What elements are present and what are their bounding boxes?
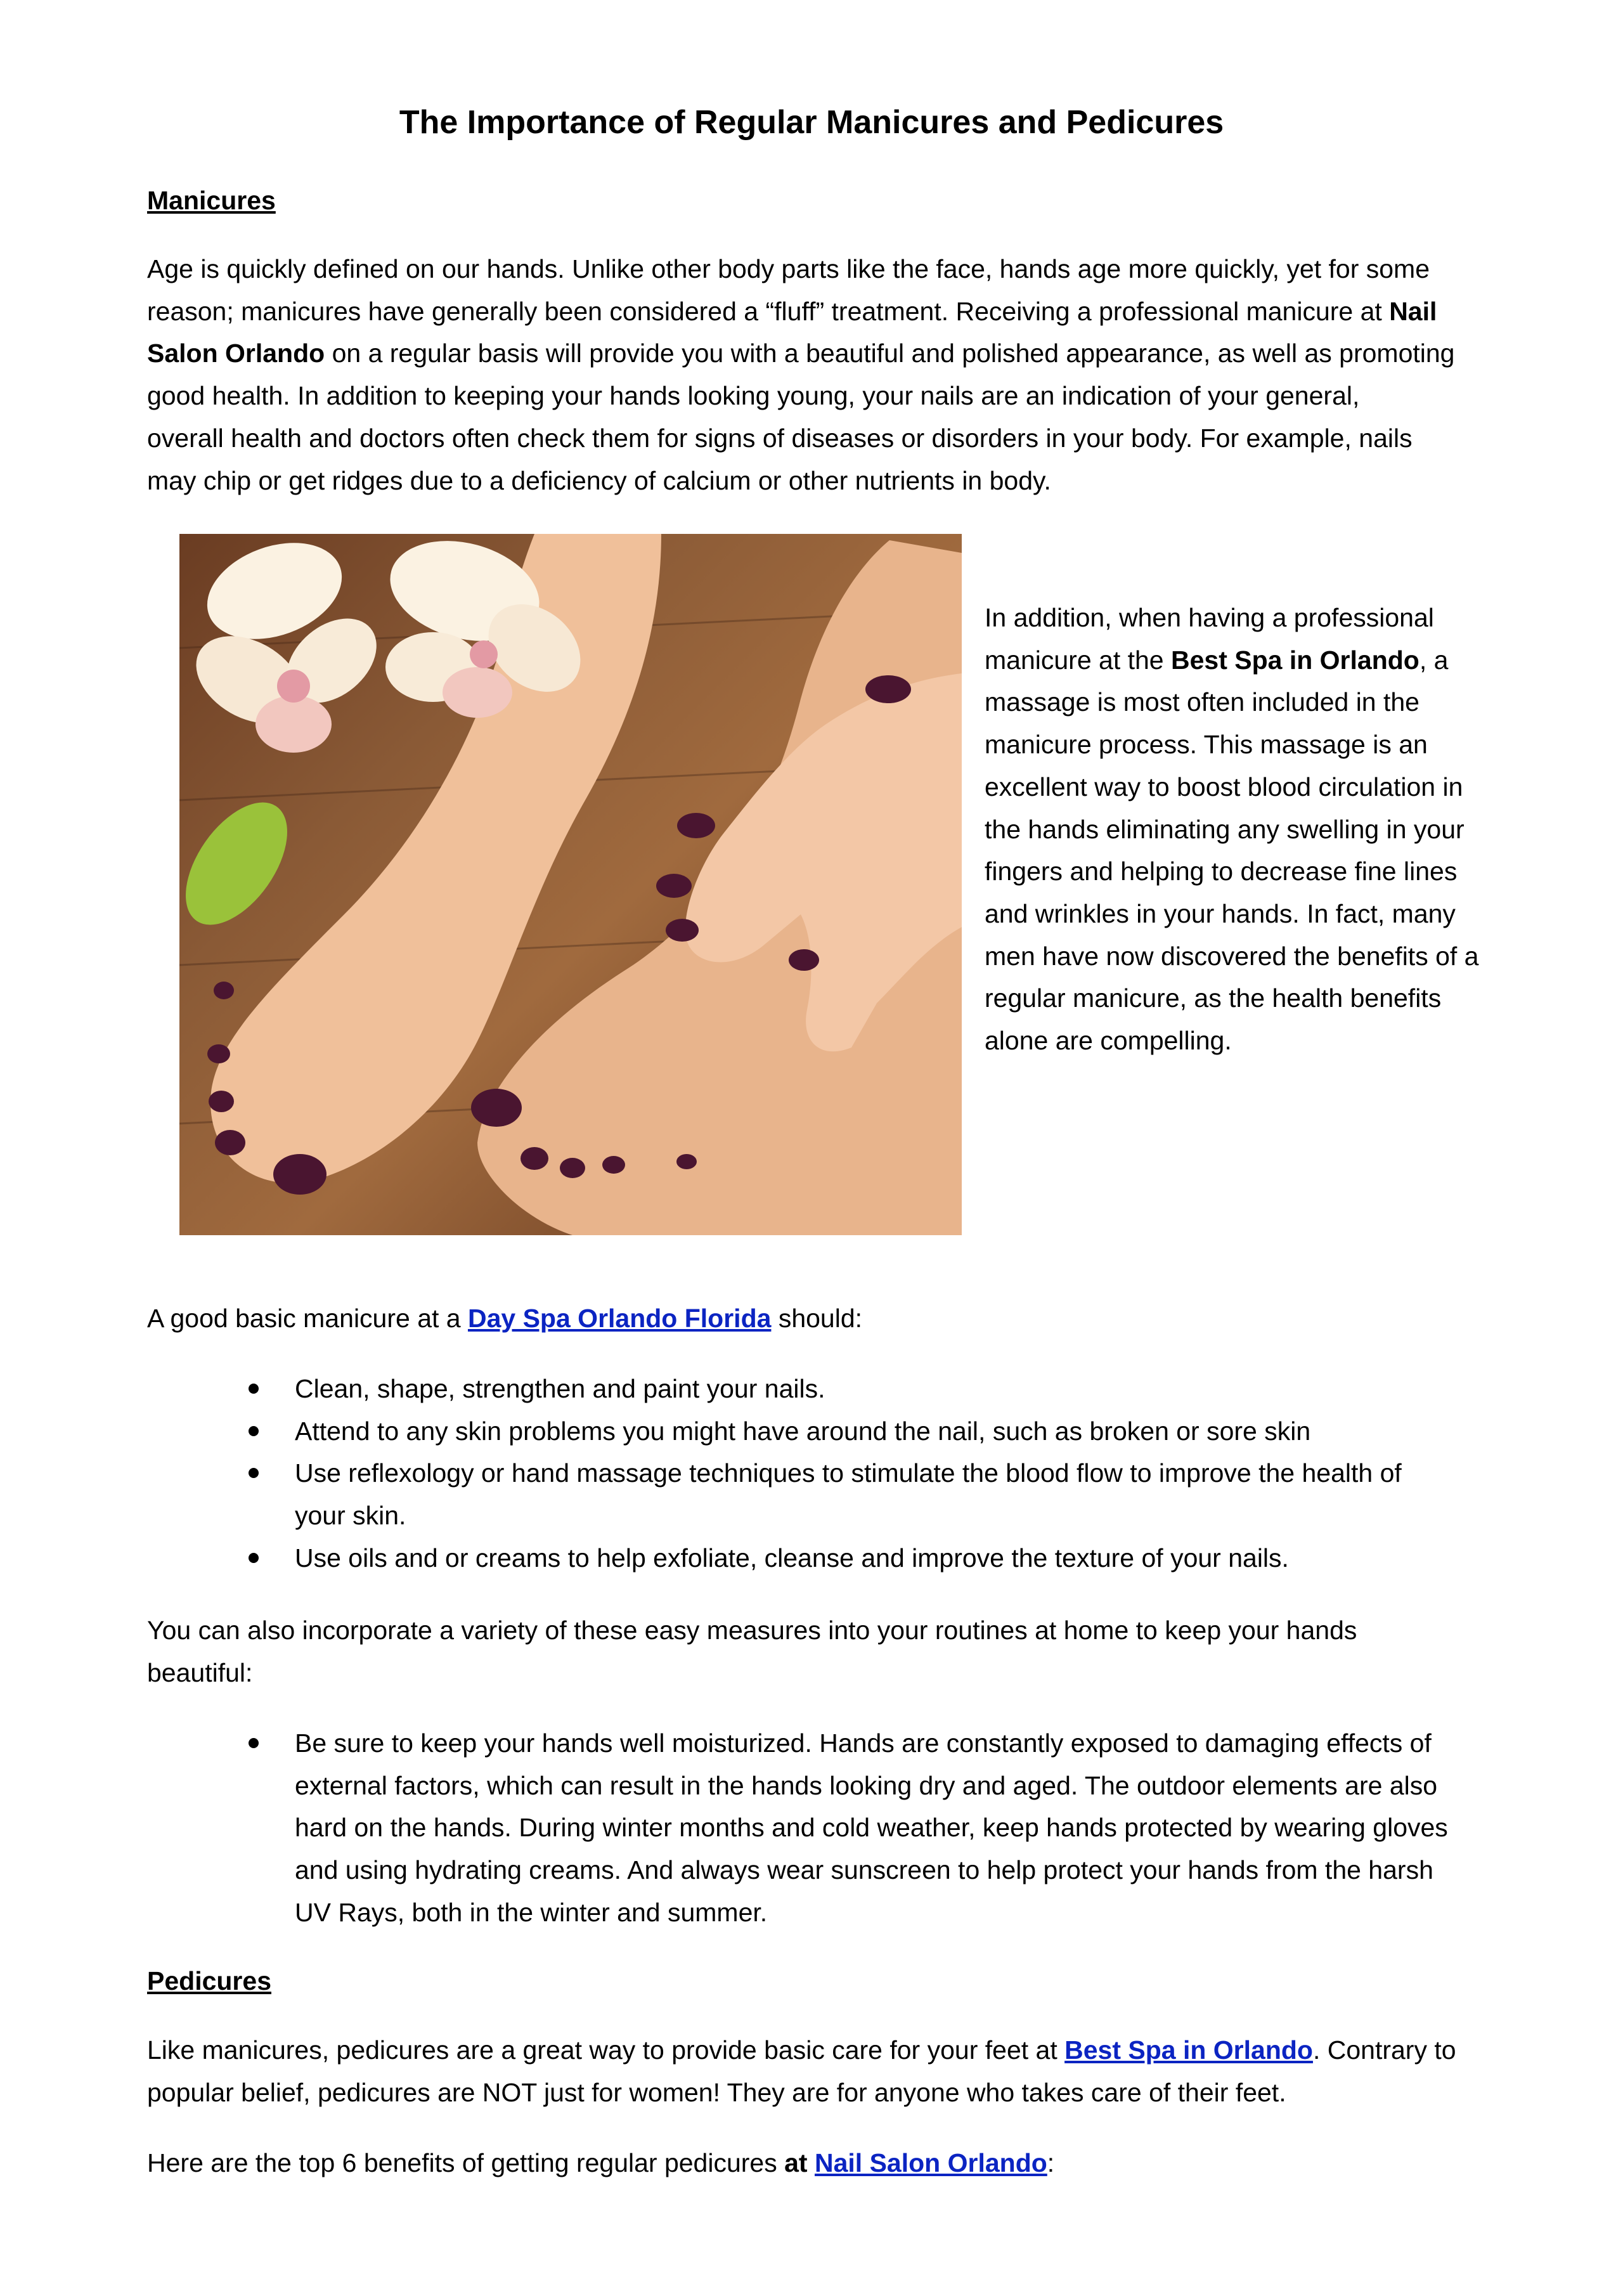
side-text: manicure at the [985, 645, 1171, 675]
side-line [985, 597, 1478, 639]
day-spa-orlando-florida-link[interactable]: Day Spa Orlando Florida [467, 1304, 772, 1333]
list-item-text: Clean, shape, strengthen and paint your nails. [295, 1374, 825, 1403]
pedicure-line [147, 2029, 1542, 2072]
page-title: The Importance of Regular Manicures and Pedicures [399, 104, 1224, 141]
side-text: manicure process. This massage is an [985, 730, 1428, 760]
list-item [241, 1452, 1402, 1536]
intro-text: on a regular basis will provide you with a beautiful and polished appearance, as well as promoting [325, 339, 1455, 368]
list-item-text: Attend to any skin problems you might have around the nail, such as broken or sore skin [295, 1416, 1311, 1446]
side-line [985, 935, 1478, 978]
list-item [241, 1368, 1402, 1410]
side-line [985, 766, 1478, 808]
list-item-text: Use oils and or creams to help exfoliate, cleanse and improve the texture of your nails. [295, 1543, 1289, 1573]
list-item-text: your skin. [295, 1501, 406, 1531]
intro-text: Age is quickly defined on our hands. Unlike other body parts like the face, hands age more quickly, yet for some [147, 254, 1430, 283]
bullet-icon [249, 1468, 259, 1478]
intro-bold-text: Nail [1389, 296, 1437, 326]
basic-manicure-list [241, 1368, 1402, 1579]
best-spa-in-orlando-link[interactable]: Best Spa in Orlando [1064, 2035, 1313, 2065]
intro-text: good health. In addition to keeping your hands looking young, your nails are an indication of your general, [147, 381, 1360, 411]
pedicure-text: Like manicures, pedicures are a great way to provide basic care for your feet at [147, 2035, 1065, 2065]
intro-line [147, 290, 1542, 333]
intro-text: may chip or get ridges due to a deficiency of calcium or other nutrients in body. [147, 465, 1051, 495]
intro-line [147, 375, 1542, 417]
pedicure-text: popular belief, pedicures are NOT just for women! They are for anyone who takes care of their feet. [147, 2077, 1286, 2107]
benefits-text: : [1047, 2148, 1055, 2177]
pedicures-heading: Pedicures [147, 1966, 271, 1995]
intro-line [147, 248, 1542, 290]
list-item-text: UV Rays, both in the winter and summer. [295, 1897, 768, 1927]
home-care-list [241, 1722, 1448, 1934]
side-bold-text: Best Spa in Orlando [1171, 645, 1419, 675]
home-care-text: You can also incorporate a variety of these easy measures into your routines at home to keep your hands [147, 1616, 1357, 1645]
list-item-text: external factors, which can result in the hands looking dry and aged. The outdoor elements are also [295, 1770, 1438, 1800]
list-item-text: Be sure to keep your hands well moisturized. Hands are constantly exposed to damaging effects of [295, 1728, 1432, 1758]
side-line [985, 1020, 1478, 1062]
benefits-text: Here are the top 6 benefits of getting regular pedicures [147, 2148, 785, 2177]
massage-paragraph [985, 597, 1478, 1062]
pedicures-intro-paragraph [147, 2029, 1542, 2113]
side-line [985, 893, 1478, 935]
list-item [241, 1537, 1402, 1579]
side-line [985, 850, 1478, 893]
side-line [985, 639, 1478, 682]
side-text: regular manicure, as the health benefits [985, 983, 1442, 1013]
side-text: fingers and helping to decrease fine lines [985, 857, 1458, 886]
intro-line [147, 417, 1542, 460]
basic-intro-text: should: [771, 1304, 863, 1333]
side-text: and wrinkles in your hands. In fact, many [985, 898, 1456, 928]
side-line [985, 977, 1478, 1020]
manicures-intro-paragraph [147, 248, 1542, 502]
intro-text: reason; manicures have generally been considered a “fluff” treatment. Receiving a professional manicure at [147, 296, 1390, 326]
side-text: In addition, when having a professional [985, 603, 1434, 632]
nail-salon-orlando-link[interactable]: Nail Salon Orlando [815, 2148, 1047, 2177]
side-text: , a [1419, 645, 1449, 675]
basic-intro-text: A good basic manicure at a [147, 1304, 468, 1333]
side-text: massage is most often included in the [985, 687, 1419, 717]
list-item [241, 1722, 1448, 1934]
list-item-text: Use reflexology or hand massage techniques to stimulate the blood flow to improve the health of [295, 1458, 1402, 1488]
intro-line [147, 332, 1542, 375]
side-text: alone are compelling. [985, 1026, 1232, 1056]
intro-text: overall health and doctors often check them for signs of diseases or disorders in your body. For example, nails [147, 423, 1413, 453]
bullet-icon [249, 1738, 259, 1748]
side-text: men have now discovered the benefits of a [985, 941, 1479, 971]
pedicure-text: . Contrary to [1312, 2035, 1456, 2065]
side-text: excellent way to boost blood circulation in [985, 772, 1463, 801]
side-text: the hands eliminating any swelling in your [985, 814, 1465, 844]
home-care-paragraph [147, 1609, 1542, 1694]
manicures-heading: Manicures [147, 186, 276, 215]
benefits-bold-text: at [784, 2148, 808, 2177]
side-line [985, 681, 1478, 723]
bullet-icon [249, 1426, 259, 1436]
bullet-icon [249, 1553, 259, 1563]
manicure-pedicure-photo [179, 534, 962, 1235]
home-care-text: beautiful: [147, 1657, 253, 1687]
list-item-text: and using hydrating creams. And always wear sunscreen to help protect your hands from the harsh [295, 1855, 1433, 1885]
feet-and-hands-illustration [179, 534, 962, 1235]
basic-manicure-intro [147, 1297, 862, 1340]
pedicure-benefits-intro [147, 2142, 1054, 2184]
side-line [985, 723, 1478, 766]
side-line [985, 808, 1478, 851]
list-item [241, 1410, 1402, 1453]
list-item-text: hard on the hands. During winter months and cold weather, keep hands protected by wearing gloves [295, 1813, 1448, 1843]
bullet-icon [249, 1384, 259, 1394]
intro-line [147, 460, 1542, 502]
intro-bold-text: Salon Orlando [147, 339, 325, 368]
